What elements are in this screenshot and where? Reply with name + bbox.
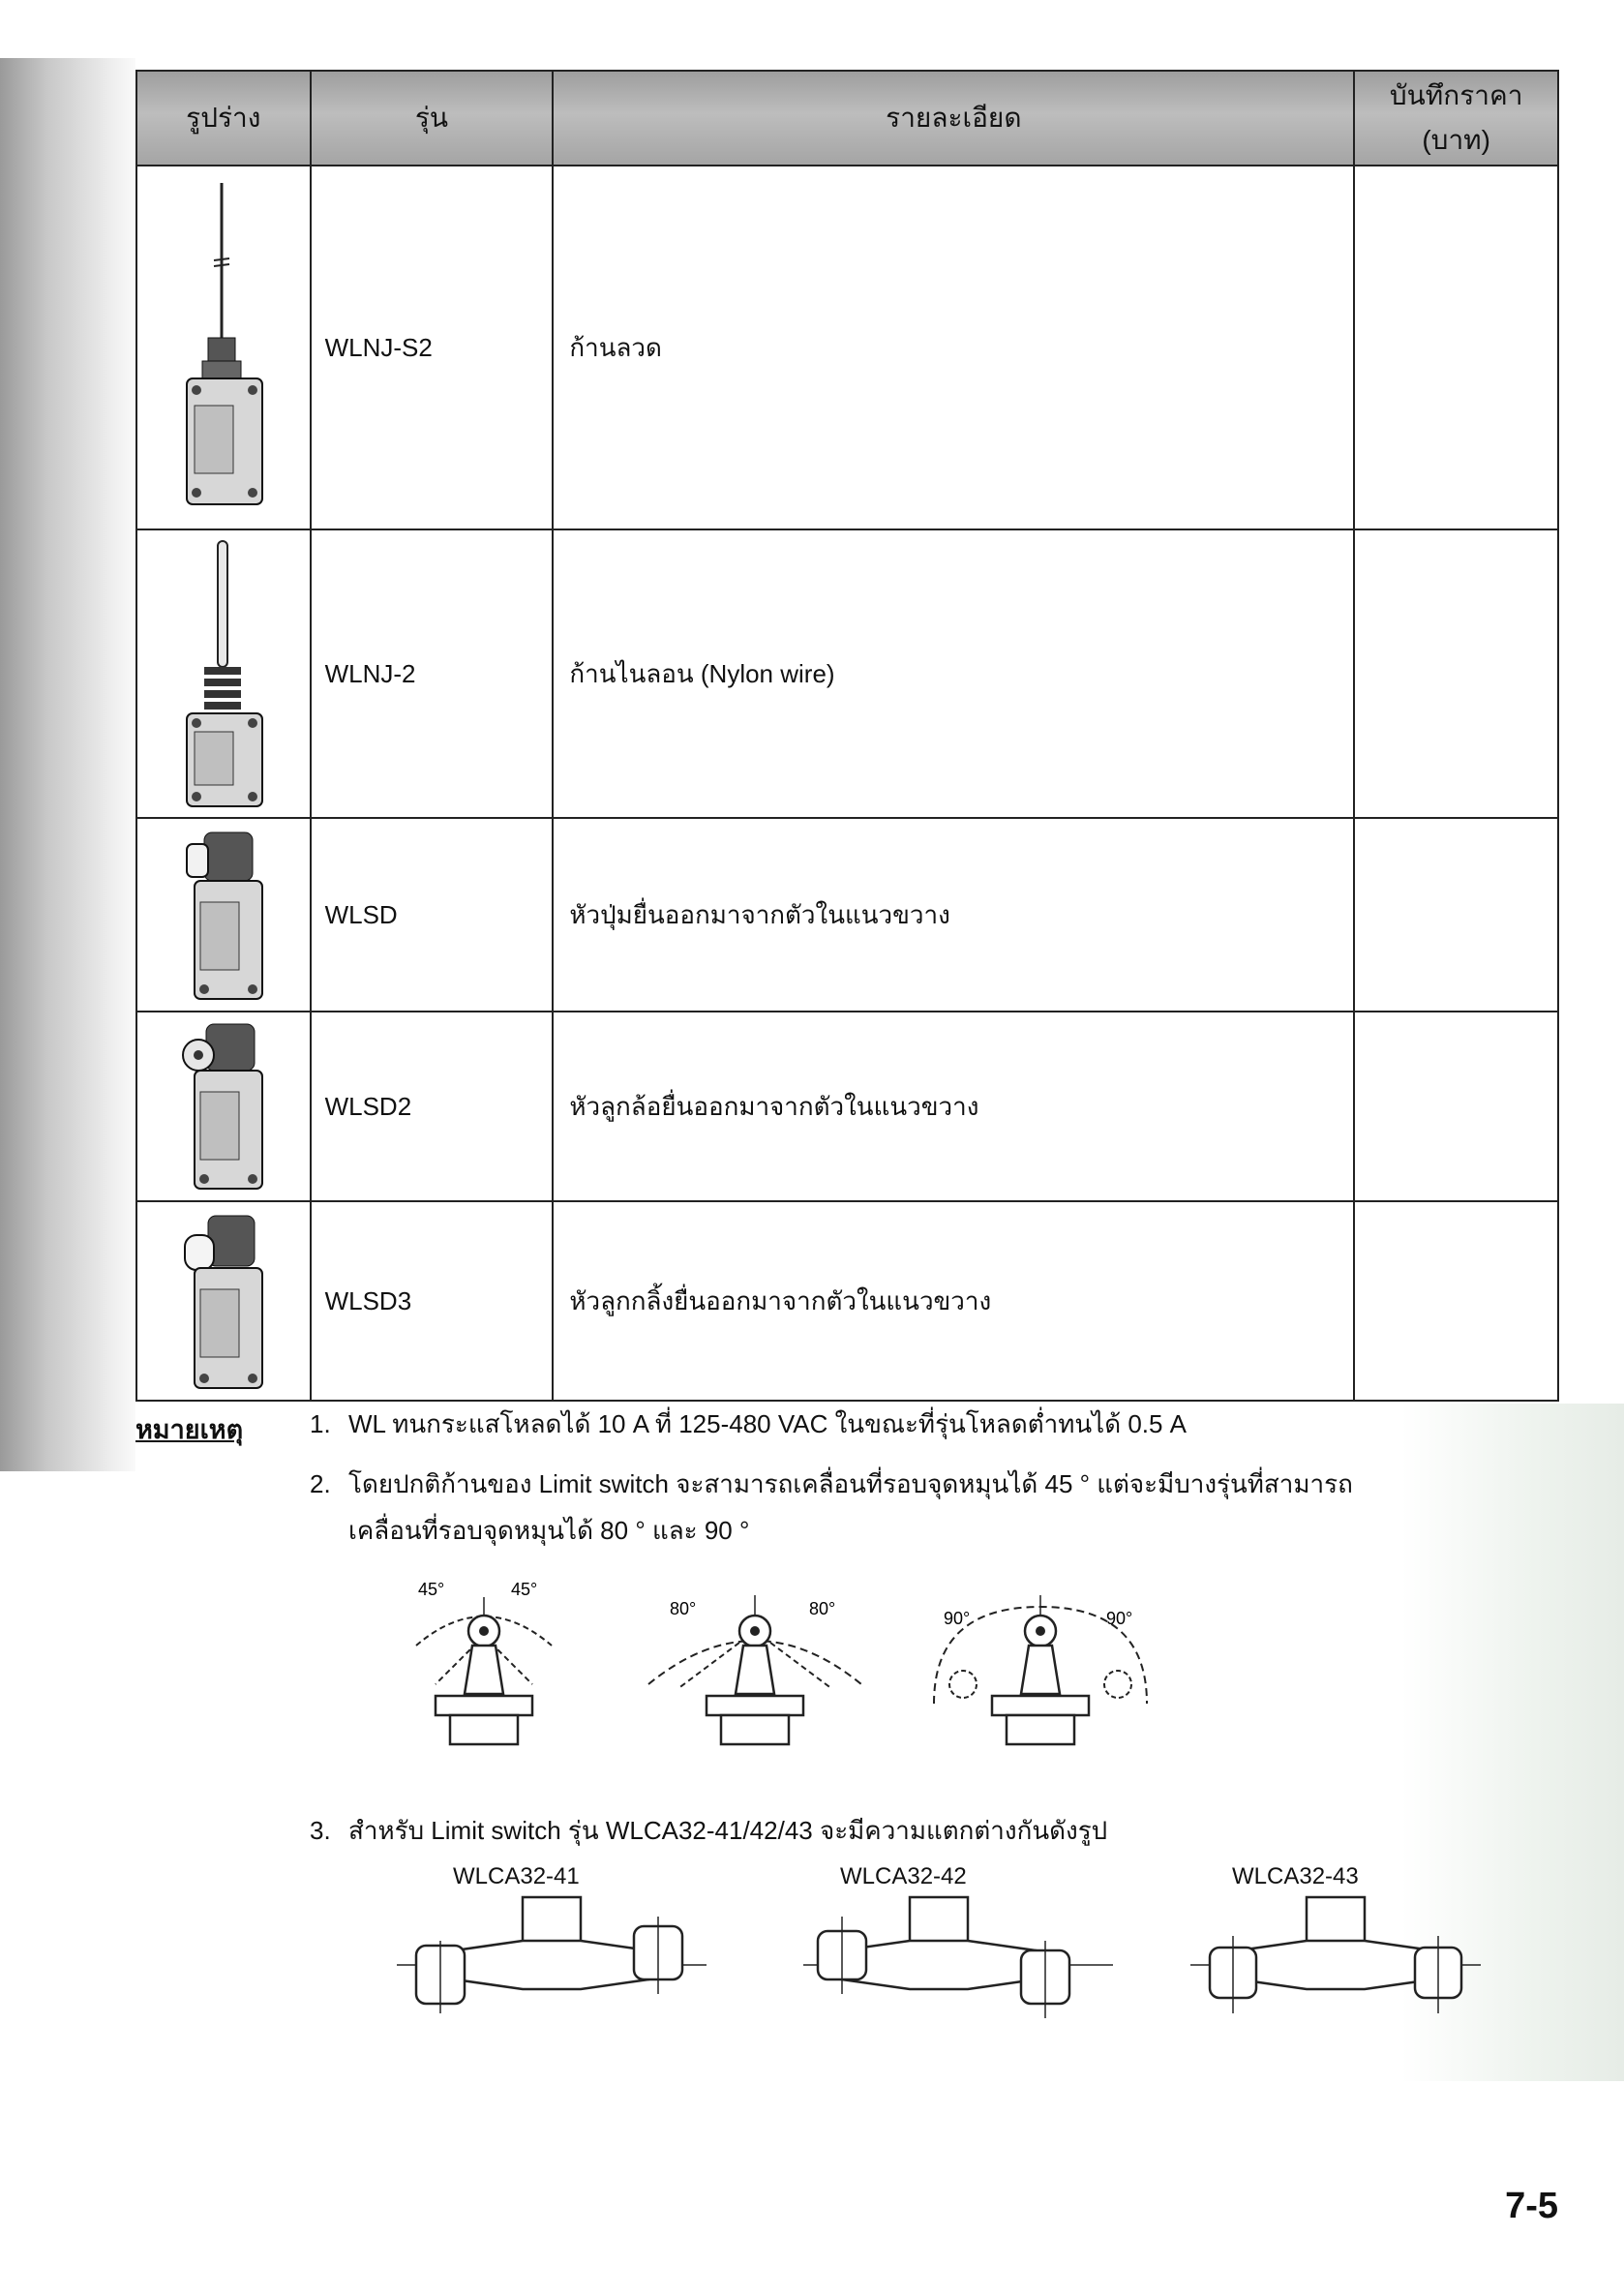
angle-right-label: 45° xyxy=(511,1580,538,1599)
side-ball-switch-icon xyxy=(165,1206,282,1396)
wlca32-41-drawing xyxy=(397,1888,707,2033)
wlca32-42-drawing xyxy=(803,1888,1113,2033)
note-text: สำหรับ Limit switch รุ่น WLCA32-41/42/43 จะมีความแตกต่างกันดังรูป xyxy=(348,1816,1108,1845)
angle-left-label: 80° xyxy=(670,1599,697,1618)
table-row xyxy=(136,818,1558,1012)
model-cell: WLNJ-S2 xyxy=(311,166,554,529)
shape-cell xyxy=(136,1012,311,1201)
note-text-continued: เคลื่อนที่รอบจุดหมุนได้ 80 ° และ 90 ° xyxy=(348,1516,750,1545)
shape-cell xyxy=(136,1201,311,1401)
model-cell: WLSD2 xyxy=(311,1012,554,1201)
model-cell: WLSD3 xyxy=(311,1201,554,1401)
shape-cell xyxy=(136,166,311,529)
note-text: โดยปกติก้านของ Limit switch จะสามารถเคลื่อนที่รอบจุดหมุนได้ 45 ° แต่จะมีบางรุ่นที่สามารถ xyxy=(348,1469,1353,1498)
header-shape: รูปร่าง xyxy=(136,71,311,166)
lever-angle-diagram-45 xyxy=(397,1578,571,1752)
angle-left-label: 90° xyxy=(944,1609,971,1628)
lever-angle-diagram-90 xyxy=(924,1578,1157,1752)
note-number: 3. xyxy=(310,1816,331,1845)
wire-rod-switch-icon xyxy=(165,173,282,522)
header-model: รุ่น xyxy=(311,71,554,166)
detail-cell: หัวลูกกลิ้งยื่นออกมาจากตัวในแนวขวาง xyxy=(553,1201,1354,1401)
note-text: WL ทนกระแสโหลดได้ 10 A ที่ 125-480 VAC ในขณะที่รุ่นโหลดต่ำทนได้ 0.5 A xyxy=(348,1409,1188,1438)
table-row xyxy=(136,1012,1558,1201)
table-header-row xyxy=(136,71,1558,166)
angle-right-label: 90° xyxy=(1106,1609,1133,1628)
detail-cell: ก้านไนลอน (Nylon wire) xyxy=(553,529,1354,818)
angle-right-label: 80° xyxy=(809,1599,836,1618)
shape-cell xyxy=(136,818,311,1012)
note-number: 1. xyxy=(310,1409,331,1438)
variant-label-43: WLCA32-43 xyxy=(1232,1863,1359,1889)
price-cell xyxy=(1354,818,1558,1012)
header-price: บันทึกราคา (บาท) xyxy=(1354,71,1558,166)
wlca32-43-drawing xyxy=(1190,1888,1481,2033)
price-cell xyxy=(1354,166,1558,529)
scan-shadow xyxy=(0,58,135,1471)
variant-label-41: WLCA32-41 xyxy=(453,1863,580,1889)
notes-title: หมายเหตุ xyxy=(135,1415,244,1444)
page-number: 7-5 xyxy=(1505,2186,1558,2226)
side-roller-switch-icon xyxy=(165,1016,282,1196)
price-cell xyxy=(1354,1012,1558,1201)
price-cell xyxy=(1354,1201,1558,1401)
note-1 xyxy=(310,1401,1510,1447)
side-plunger-switch-icon xyxy=(165,823,282,1007)
note-3 xyxy=(310,1807,1510,1854)
detail-cell: หัวปุ่มยื่นออกมาจากตัวในแนวขวาง xyxy=(553,818,1354,1012)
table-row xyxy=(136,529,1558,818)
model-cell: WLNJ-2 xyxy=(311,529,554,818)
nylon-rod-switch-icon xyxy=(165,533,282,814)
detail-cell: หัวลูกล้อยื่นออกมาจากตัวในแนวขวาง xyxy=(553,1012,1354,1201)
header-detail: รายละเอียด xyxy=(553,71,1354,166)
table-row xyxy=(136,1201,1558,1401)
limit-switch-table xyxy=(135,70,1559,1402)
variant-label-42: WLCA32-42 xyxy=(840,1863,967,1889)
model-cell: WLSD xyxy=(311,818,554,1012)
lever-angle-diagram-80 xyxy=(639,1578,871,1752)
note-number: 2. xyxy=(310,1469,331,1498)
detail-cell: ก้านลวด xyxy=(553,166,1354,529)
price-cell xyxy=(1354,529,1558,818)
angle-left-label: 45° xyxy=(418,1580,445,1599)
shape-cell xyxy=(136,529,311,818)
table-row xyxy=(136,166,1558,529)
note-2 xyxy=(310,1461,1510,1554)
